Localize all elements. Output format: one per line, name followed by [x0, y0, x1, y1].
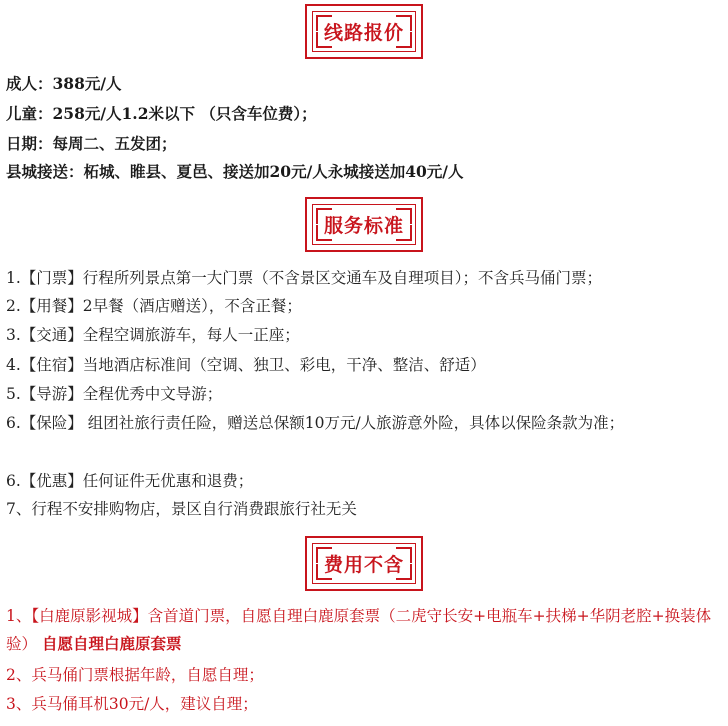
excluded-item-bailuyuan-emphasis: 自愿自理白鹿原套票 — [41, 634, 182, 653]
service-item-discount: 6.【优惠】任何证件无优惠和退费； — [6, 472, 254, 490]
service-standard-title: 服务标准 — [323, 215, 404, 237]
service-item-lodging: 4.【住宿】当地酒店标准间（空调、独卫、彩电，干净、整洁、舒适） — [6, 356, 486, 374]
section-header-service-standard — [0, 197, 728, 252]
excluded-item-bailuyuan — [6, 603, 724, 658]
excluded-item-terracotta-ticket: 2、兵马俑门票根据年龄，自愿自理； — [6, 666, 264, 684]
route-price-title: 线路报价 — [323, 22, 404, 44]
service-item-transport: 3.【交通】全程空调旅游车，每人一正座； — [6, 326, 300, 344]
excluded-item-audio-guide: 3、兵马俑耳机30元/人，建议自理； — [6, 695, 258, 713]
excluded-item-bailuyuan-text: 1、【白鹿原影视城】含首道门票，自愿自理白鹿原套票（二虎守长安+电瓶车+扶梯+华阴老腔+换装体验） — [6, 607, 712, 653]
price-adult: 成人：388元/人 — [6, 74, 122, 93]
service-item-tickets: 1.【门票】行程所列景点第一大门票（不含景区交通车及自理项目）；不含兵马俑门票； — [6, 269, 603, 287]
service-item-meals: 2.【用餐】2早餐（酒店赠送），不含正餐； — [6, 297, 302, 315]
service-item-insurance: 6.【保险】 组团社旅行责任险，赠送总保额10万元/人旅游意外险，具体以保险条款为准； — [6, 414, 625, 432]
section-header-cost-excluded — [0, 536, 728, 591]
route-price-badge — [305, 4, 423, 59]
departure-date: 日期：每周二、五发团； — [6, 134, 177, 153]
service-standard-badge — [305, 197, 423, 252]
section-header-route-price — [0, 4, 728, 59]
cost-excluded-badge — [305, 536, 423, 591]
service-item-shopping: 7、行程不安排购物店，景区自行消费跟旅行社无关 — [6, 500, 357, 518]
price-child: 儿童：258元/人1.2米以下 （只含车位费）； — [6, 104, 317, 123]
cost-excluded-title: 费用不含 — [323, 554, 404, 576]
service-item-guide: 5.【导游】全程优秀中文导游； — [6, 385, 223, 403]
county-transfer: 县城接送：柘城、睢县、夏邑、接送加20元/人永城接送加40元/人 — [6, 162, 464, 181]
